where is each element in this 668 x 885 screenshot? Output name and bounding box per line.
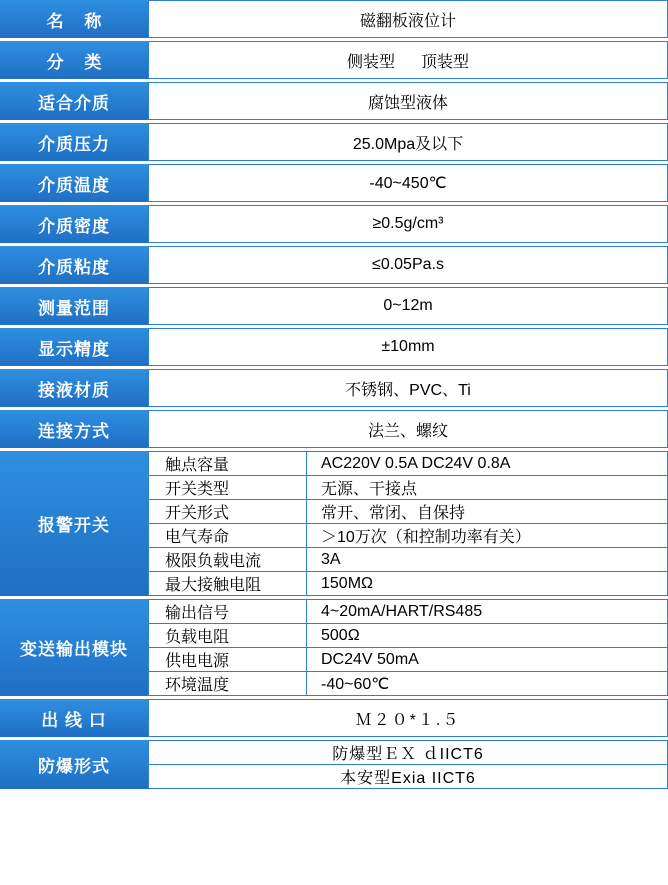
sub-value-electrical-life: ＞10万次（和控制功率有关） <box>321 529 531 546</box>
category-option-side: 侧装型 <box>346 53 395 71</box>
row-value-accuracy: ±10mm <box>148 328 668 366</box>
row-label-name: 名 称 <box>0 0 148 38</box>
row-value-outlet: Ｍ２０*１.５ <box>148 699 668 737</box>
table-row <box>148 499 668 523</box>
table-row <box>148 599 668 623</box>
table-row <box>0 246 668 284</box>
alarm-switch-group <box>0 451 668 596</box>
row-label-category: 分 类 <box>0 41 148 79</box>
row-value-category <box>148 41 668 79</box>
sub-value-output-signal: 4~20mA/HART/RS485 <box>321 602 483 620</box>
row-value-density: ≥0.5g/cm³ <box>148 205 668 243</box>
row-label-connection: 连接方式 <box>0 410 148 448</box>
sub-label-contact-capacity: 触点容量 <box>149 452 307 475</box>
row-value-wetted-material: 不锈钢、PVC、Ti <box>148 369 668 407</box>
row-label-accuracy: 显示精度 <box>0 328 148 366</box>
sub-label-switch-form: 开关形式 <box>149 500 307 523</box>
table-row <box>0 164 668 202</box>
table-row <box>148 547 668 571</box>
sub-value-switch-type: 无源、干接点 <box>321 481 418 498</box>
sub-value-contact-capacity: AC220V 0.5A DC24V 0.8A <box>321 454 511 472</box>
sub-value-power-supply: DC24V 50mA <box>321 650 419 668</box>
table-row <box>0 205 668 243</box>
table-row <box>0 328 668 366</box>
explosion-proof-group <box>0 740 668 789</box>
row-value-connection: 法兰、螺纹 <box>148 410 668 448</box>
sub-value-max-contact-resistance: 150MΩ <box>321 574 373 592</box>
table-row <box>0 41 668 79</box>
transmitter-module-group <box>0 599 668 696</box>
table-row <box>0 410 668 448</box>
table-row <box>148 451 668 475</box>
sub-value-switch-form: 常开、常闭、自保持 <box>321 505 466 522</box>
row-value-temperature: -40~450℃ <box>148 164 668 202</box>
sub-value-limit-load-current: 3A <box>321 550 341 568</box>
row-value-medium: 腐蚀型液体 <box>148 82 668 120</box>
table-row <box>0 287 668 325</box>
group-label-transmitter-module: 变送输出模块 <box>0 599 148 696</box>
group-label-alarm-switch: 报警开关 <box>0 451 148 596</box>
table-row <box>0 369 668 407</box>
row-label-density: 介质密度 <box>0 205 148 243</box>
row-label-outlet: 出 线 口 <box>0 699 148 737</box>
sub-label-power-supply: 供电电源 <box>149 648 307 671</box>
sub-label-output-signal: 输出信号 <box>149 600 307 623</box>
row-label-range: 测量范围 <box>0 287 148 325</box>
sub-label-electrical-life: 电气寿命 <box>149 524 307 547</box>
sub-label-limit-load-current: 极限负载电流 <box>149 548 307 571</box>
table-row <box>148 647 668 671</box>
row-label-pressure: 介质压力 <box>0 123 148 161</box>
row-label-medium: 适合介质 <box>0 82 148 120</box>
sub-value-ambient-temperature: -40~60℃ <box>321 675 390 693</box>
table-row <box>148 523 668 547</box>
row-value-name: 磁翻板液位计 <box>148 0 668 38</box>
group-label-explosion-proof: 防爆形式 <box>0 740 148 789</box>
sub-label-switch-type: 开关类型 <box>149 476 307 499</box>
row-label-viscosity: 介质粘度 <box>0 246 148 284</box>
row-label-temperature: 介质温度 <box>0 164 148 202</box>
table-row <box>148 671 668 696</box>
table-row <box>148 571 668 596</box>
row-label-wetted-material: 接液材质 <box>0 369 148 407</box>
explosion-proof-type-2: 本安型Exia IICT6 <box>148 764 668 789</box>
category-option-top: 顶装型 <box>421 53 470 71</box>
sub-label-ambient-temperature: 环境温度 <box>149 672 307 695</box>
table-row <box>0 0 668 38</box>
sub-label-load-resistance: 负载电阻 <box>149 624 307 647</box>
table-row <box>0 82 668 120</box>
explosion-proof-type-1: 防爆型ＥＸ ｄIICT6 <box>148 740 668 764</box>
sub-label-max-contact-resistance: 最大接触电阻 <box>149 572 307 595</box>
row-value-viscosity: ≤0.05Pa.s <box>148 246 668 284</box>
row-value-range: 0~12m <box>148 287 668 325</box>
table-row <box>148 623 668 647</box>
table-row <box>0 699 668 737</box>
row-value-pressure: 25.0Mpa及以下 <box>148 123 668 161</box>
sub-value-load-resistance: 500Ω <box>321 626 360 644</box>
table-row <box>0 123 668 161</box>
table-row <box>148 475 668 499</box>
